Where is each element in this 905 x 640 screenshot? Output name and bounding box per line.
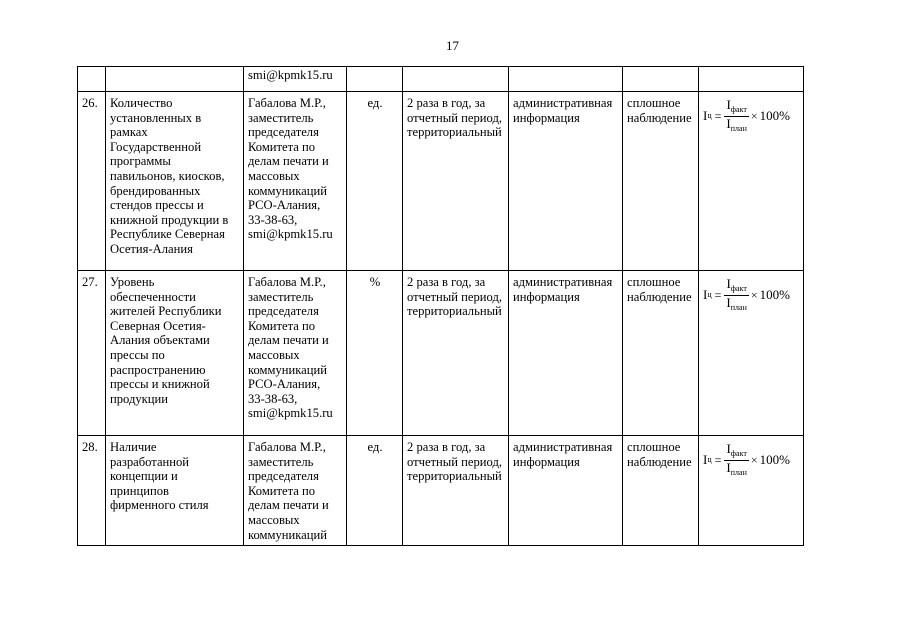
cell-source: административная информация <box>509 92 623 271</box>
page-number: 17 <box>446 38 459 53</box>
cell-name <box>106 67 244 92</box>
cell-frequency <box>403 67 509 92</box>
cell-name: Количество установленных в рамках Государственной программы павильонов, киосков, брендированных стендов прессы и книжной продукции в Республике Северная Осетия-Алания <box>106 92 244 271</box>
cell-name: Наличие разработанной концепции и принципов фирменного стиля <box>106 436 244 546</box>
formula: I ц = $\frac{I_{факт}}{I_{план}}$ × 100% <box>703 441 790 477</box>
cell-responsible: Габалова М.Р., заместитель председателя Комитета по делам печати и массовых коммуникаций РСО-Алания, 33-38-63, smi@kpmk15.ru <box>244 271 347 436</box>
cell-num <box>78 67 106 92</box>
cell-method: сплошное наблюдение <box>623 436 699 546</box>
table-row <box>78 436 804 546</box>
cell-source: административная информация <box>509 271 623 436</box>
cell-frequency: 2 раза в год, за отчетный период, территориальный <box>403 92 509 271</box>
cell-method: сплошное наблюдение <box>623 271 699 436</box>
cell-responsible: Габалова М.Р., заместитель председателя Комитета по делам печати и массовых коммуникаций <box>244 436 347 546</box>
cell-num: 27. <box>78 271 106 436</box>
cell-method <box>623 67 699 92</box>
table-row <box>78 271 804 436</box>
indicators-table <box>77 66 804 546</box>
cell-num: 28. <box>78 436 106 546</box>
cell-frequency: 2 раза в год, за отчетный период, территориальный <box>403 436 509 546</box>
formula-fraction: $\frac{I_{факт}}{I_{план}}$ <box>726 97 747 133</box>
cell-source: административная информация <box>509 436 623 546</box>
cell-num: 26. <box>78 92 106 271</box>
cell-responsible: smi@kpmk15.ru <box>244 67 347 92</box>
formula: I ц = $\frac{I_{факт}}{I_{план}}$ × 100% <box>703 276 790 312</box>
cell-formula <box>699 271 804 436</box>
cell-source <box>509 67 623 92</box>
cell-formula <box>699 436 804 546</box>
cell-formula <box>699 67 804 92</box>
cell-frequency: 2 раза в год, за отчетный период, территориальный <box>403 271 509 436</box>
cell-method: сплошное наблюдение <box>623 92 699 271</box>
table-row-continuation <box>78 67 804 92</box>
cell-unit <box>347 67 403 92</box>
table-row <box>78 92 804 271</box>
formula-fraction: $\frac{I_{факт}}{I_{план}}$ <box>726 441 747 477</box>
cell-name: Уровень обеспеченности жителей Республики Северная Осетия- Алания объектами прессы по распространению прессы и книжной продукции <box>106 271 244 436</box>
formula-fraction: $\frac{I_{факт}}{I_{план}}$ <box>726 276 747 312</box>
cell-formula <box>699 92 804 271</box>
formula: I ц = $\frac{I_{факт}}{I_{план}}$ × 100% <box>703 97 790 133</box>
cell-responsible: Габалова М.Р., заместитель председателя Комитета по делам печати и массовых коммуникаций РСО-Алания, 33-38-63, smi@kpmk15.ru <box>244 92 347 271</box>
cell-unit: ед. <box>347 92 403 271</box>
cell-unit: ед. <box>347 436 403 546</box>
cell-unit: % <box>347 271 403 436</box>
